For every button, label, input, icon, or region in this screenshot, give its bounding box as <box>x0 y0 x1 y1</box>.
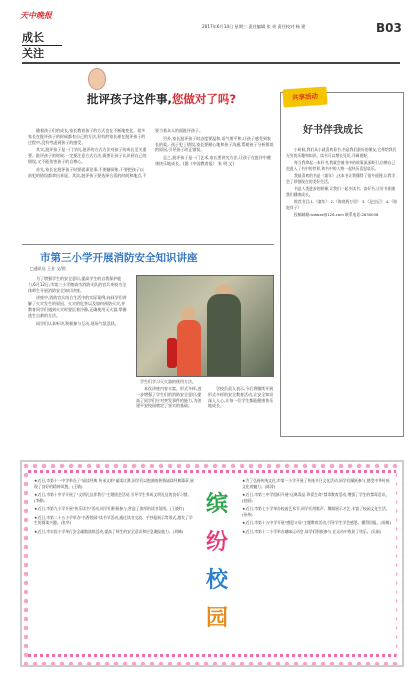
campus-news-block <box>20 460 404 667</box>
center-title-char: 园 <box>205 605 228 631</box>
campus-news-center-title <box>198 482 236 642</box>
article-2-byline: □通讯员 王芳 文/图 <box>30 266 66 271</box>
section-title-line1: 成长 <box>22 30 62 46</box>
sidebar-paragraph: 每当我拿起一本好书,我就会被书中的故事深深吸引,仿佛自己也进入了书中的世界,和书中的人物一起经历喜怒哀乐。 <box>286 160 396 171</box>
center-title-char: 缤 <box>205 491 228 517</box>
article-2-body <box>28 276 128 328</box>
article-1-body <box>28 128 274 178</box>
header-divider <box>22 62 400 64</box>
campus-news-item: ★近日,市第七小学举办校园艺术节,同学们用歌声、舞蹈展示才艺,丰富了校园文化生活。(孙伟) <box>242 506 390 517</box>
article-2-paragraph: 本次讲座内容丰富、形式多样,进一步增强了学生们的消防安全意识,提高了同学们应对突发事件的能力,为创建平安校园奠定了坚实的基础。 <box>136 386 202 409</box>
campus-news-item: ★近日,市第十中学开展了"文明礼仪伴我行"主题班会活动,引导学生养成文明礼仪的良好习惯。(李静) <box>34 492 192 503</box>
center-title-char: 纷 <box>205 529 228 555</box>
campus-news-item: ★近日,市实验小学举行安全疏散演练活动,提高了师生的安全意识和应急避险能力。(刘峰) <box>34 528 184 534</box>
campus-news-item: ★近日,市第二十五小学举办"书香校园"读书节活动,通过读书交流、手抄报展示等形式,激发了学生的阅读兴趣。(张华) <box>34 514 193 525</box>
dotted-border-top <box>28 470 396 473</box>
dateline: 2017年6月14日 星期三 责任编辑 张 弟 责任校对 杨 建 <box>202 24 306 29</box>
dotted-border-bottom <box>28 654 396 657</box>
article-2-divider <box>22 244 274 245</box>
sidebar-paragraph: 书是人类进步的阶梯,让我们一起多读书、读好书,让好书伴随我们健康成长。 <box>286 186 396 197</box>
article-2-paragraph: 为了增强学生的安全意识,提高学生的自我保护能力,6月12日,市第三小学邀请市消防支队的官兵来校为全体师生开展消防安全知识讲座。 <box>28 276 127 293</box>
section-title <box>22 30 62 62</box>
article-1-title-main: 批评孩子这件事, <box>87 92 172 106</box>
sidebar-tag-label: 共享活动 <box>291 92 319 102</box>
photo-caption: 学生们学习灭火器的使用方法。 <box>140 379 196 384</box>
student-head <box>181 306 196 321</box>
article-1-title <box>87 91 236 108</box>
newspaper-logo: 天中晚报 <box>20 10 52 20</box>
page-number: B03 <box>376 21 402 35</box>
campus-news-item: ★为了弘扬传统文化,市第一小学开展了传统节日文化活动,同学们踊跃参与,感受中华传统文化的魅力。(陈涛) <box>242 478 390 489</box>
article-2-body-continued <box>136 386 274 411</box>
campus-news-left-column <box>34 478 194 537</box>
campus-news-item: ★近日,市第十一中学举办了"诵读经典 传承文明"诵读比赛,同学们以饱满的热情诵读经典篇章,展现了良好的精神风貌。(王敏) <box>34 478 194 489</box>
article-2-paragraph: 同学们认真听讲,积极参与互动,现场气氛活跃。 <box>36 320 119 326</box>
article-1-paragraph: 总之,批评孩子是一门艺术,家长要讲究方法,让孩子在批评中健康快乐地成长。(据《中国教育报》 张 明 文) <box>155 155 271 166</box>
campus-news-right-column <box>242 478 392 537</box>
campus-news-item: ★近日,市第十五中学开展"感恩父母"主题教育活动,引导学生学会感恩、懂得回报。(周敏) <box>242 520 391 525</box>
thinking-child-icon <box>88 68 106 90</box>
fire-extinguisher-icon <box>167 338 177 368</box>
sidebar-title: 好书伴我成长 <box>303 125 363 136</box>
campus-news-item: ★近日,市第九小学开展"快乐读书"活动,同学们积极参与,营造了浓厚的读书氛围。(王晓红) <box>34 506 185 511</box>
campus-news-inner <box>28 468 396 659</box>
article-1-title-question: 您做对了吗? <box>171 92 237 106</box>
article-2-paragraph: 学校负责人表示,今后将继续开展形式多样的安全教育活动,让安全知识深入人心,让每一位学生都能健康快乐地成长。 <box>208 386 274 409</box>
sidebar-paragraph: 投稿邮箱:tzwbzz@126.com 联系电话:2830038 <box>294 212 379 217</box>
article-2-title: 市第三小学开展消防安全知识讲座 <box>40 252 198 264</box>
campus-news-item: ★近日,市第十二小学举办趣味运动会,同学们积极参与,在运动中收获了快乐。(吴刚) <box>242 528 382 534</box>
sidebar-paragraph: 小时候,我们从小就喜欢看书,书是我们最好的朋友,它带给我们无穷的乐趣和知识。读书可以增长见识,开阔视野。 <box>286 147 397 158</box>
fire-safety-photo <box>136 275 274 377</box>
sidebar-tag <box>282 86 327 107</box>
section-title-line2: 关注 <box>22 47 44 61</box>
sidebar-paragraph: 推荐书目:1.《童年》 2.《海底两万里》 3.《昆虫记》 4.《骆驼祥子》 <box>286 199 397 210</box>
campus-news-item: ★近日,市第三中学组织开展"远离毒品 珍爱生命"禁毒教育活动,增强了学生的禁毒意识。(赵丽) <box>242 492 390 503</box>
sidebar-box <box>280 92 404 437</box>
page-header <box>0 0 415 62</box>
article-1-paragraph: 首先,家长在批评孩子时要就事论事,不要翻旧账,不要把孩子以前犯的错误都拿出来说。其次,批评孩子要选择合适的时间和地点,不要当着众人的面批评孩子。 <box>28 128 203 178</box>
sidebar-body <box>286 147 398 220</box>
firefighter-figure <box>207 294 241 377</box>
article-1-paragraph: 随着孩子们的成长,家长教育孩子的方式也在不断地变化。很多家长在批评孩子的时候都有自己的方法,但有的家长却在批评孩子的过程中,没有考虑到孩子的感受。 <box>28 128 146 145</box>
article-2-paragraph: 讲座中,消防官兵结合生活中的实际案例,向同学们讲解了火灾发生的原因、火灾的危害以及如何预防火灾,并教育同学们遇到火灾时要沉着冷静,正确使用灭火器,掌握逃生自救的方法。 <box>28 295 127 318</box>
sidebar-paragraph: 我最喜欢的书是《童年》,这本书让我懂得了很多道理,让我学会了珍惜现在的美好生活。 <box>286 173 396 184</box>
center-title-char: 校 <box>205 567 228 593</box>
article-1-paragraph: 另外,家长批评孩子时态度要温和,语气要平和,让孩子感受到家长的爱。孩子犯了错误,家长要耐心地和孩子沟通,帮助孩子分析错误的原因,引导孩子改正错误。 <box>155 135 274 153</box>
student-figure <box>177 320 201 377</box>
article-1-paragraph: 其实,批评孩子是一门学问,批评的方式方法对孩子的成长至关重要。批评孩子的时候,一定要注意方式方法,既要让孩子认识到自己的错误,又不能伤害孩子的自尊心。 <box>28 147 147 164</box>
